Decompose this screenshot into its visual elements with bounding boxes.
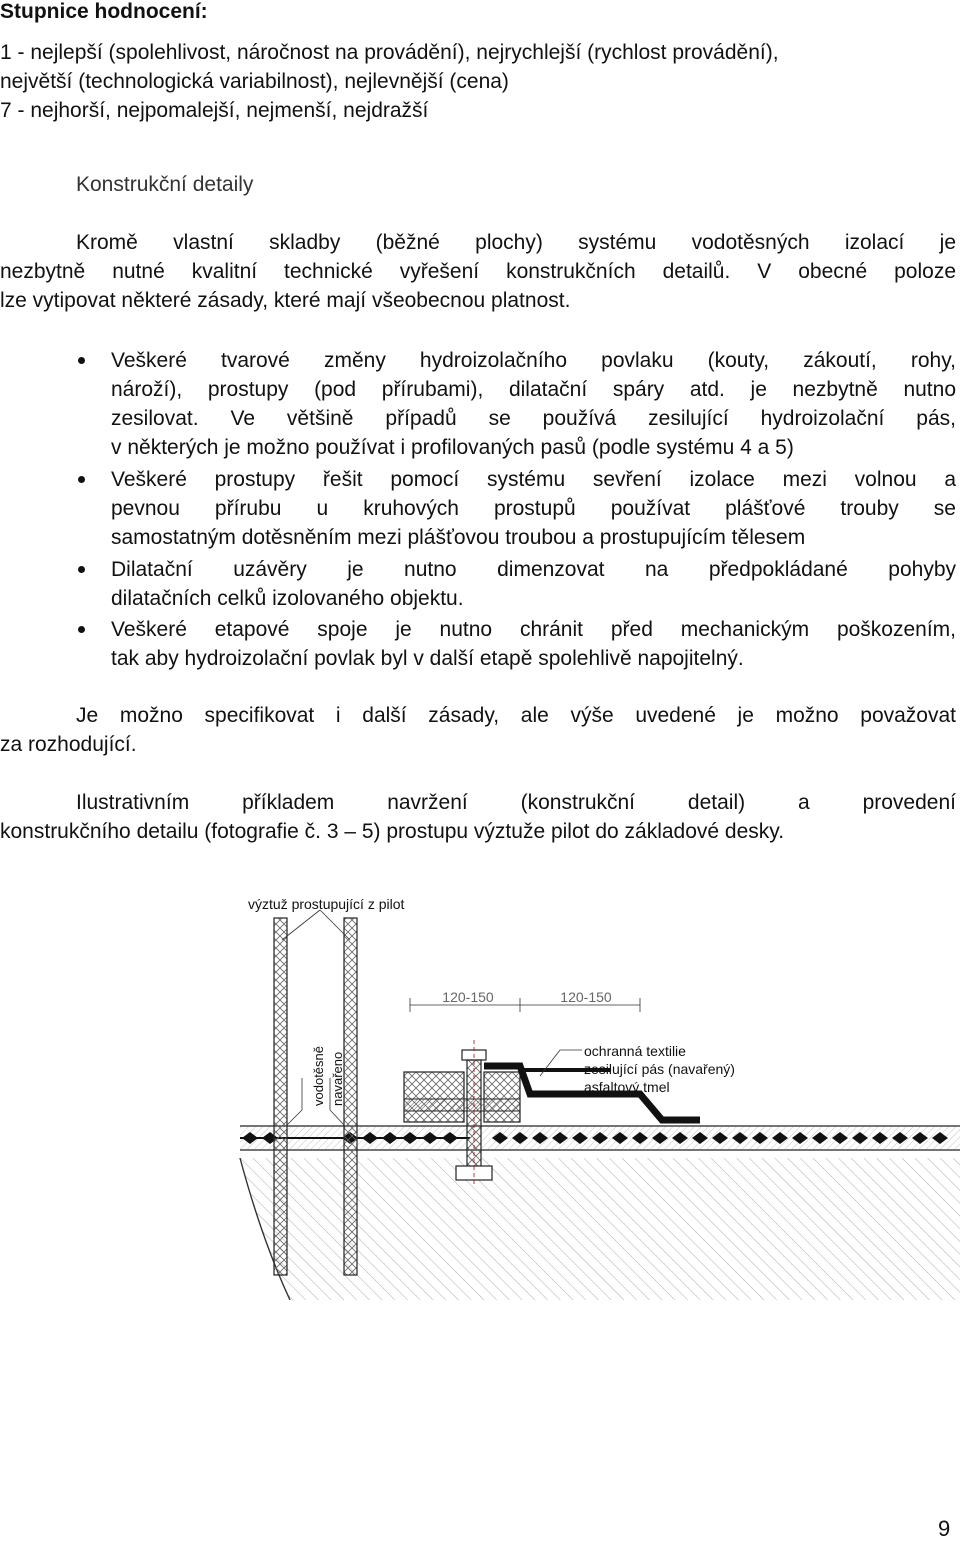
paragraph-3-line-1: Ilustrativním příkladem navržení (konstrukční detail) a provedení bbox=[76, 791, 956, 814]
bullet-3-line-1: Dilatační uzávěry je nutno dimenzovat na předpokládané pohyby bbox=[111, 558, 956, 581]
label-welded-1: vodotěsně bbox=[311, 1046, 326, 1106]
rebar-right bbox=[344, 918, 357, 1275]
bullet-dot bbox=[78, 566, 85, 573]
bullet-4-line-1: Veškeré etapové spoje je nutno chránit před mechanickým poškozením, bbox=[111, 618, 956, 641]
bullet-2-line-2: pevnou přírubu u kruhových prostupů používat plášťové trouby se bbox=[111, 497, 956, 520]
bullet-1-line-3: zesilovat. Ve většině případů se používá zesilující hydroizolační pás, bbox=[111, 407, 956, 430]
details-heading: Konstrukční detaily bbox=[76, 173, 254, 196]
legend-reinforcing-strip: zesilující pás (navařený) bbox=[584, 1061, 735, 1077]
rating-scale-line-1b: největší (technologická variabilnost), nejlevnější (cena) bbox=[0, 70, 509, 93]
bullet-dot bbox=[78, 626, 85, 633]
rating-scale-line-1a: 1 - nejlepší (spolehlivost, náročnost na provádění), nejrychlejší (rychlost provádění), bbox=[0, 41, 779, 64]
paragraph-3-line-2: konstrukčního detailu (fotografie č. 3 – 5) prostupu výztuže pilot do základové desky. bbox=[0, 820, 785, 843]
dimension-lines bbox=[410, 989, 640, 1012]
paragraph-2-line-2: za rozhodující. bbox=[0, 733, 137, 756]
rating-scale-heading: Stupnice hodnocení: bbox=[0, 0, 208, 23]
paragraph-1-line-3: lze vytipovat některé zásady, které mají všeobecnou platnost. bbox=[0, 289, 571, 312]
paragraph-1-line-2: nezbytně nutné kvalitní technické vyřešení konstrukčních detailů. V obecné poloze bbox=[0, 260, 956, 283]
legend-asphalt-mastic: asfaltový tmel bbox=[584, 1079, 670, 1095]
paragraph-2-line-1: Je možno specifikovat i další zásady, ale výše uvedené je možno považovat bbox=[76, 704, 956, 727]
dimension-label-1: 120-150 bbox=[442, 989, 494, 1005]
bullet-1-line-1: Veškeré tvarové změny hydroizolačního povlaku (kouty, zákoutí, rohy, bbox=[111, 349, 956, 372]
label-welded-2: navařeno bbox=[330, 1051, 345, 1106]
bullet-3-line-2: dilatačních celků izolovaného objektu. bbox=[111, 587, 464, 610]
bullet-1-line-2: nároží), prostupy (pod přírubami), dilatační spáry atd. je nezbytně nutno bbox=[111, 378, 956, 401]
bullet-1-line-4: v některých je možno používat i profilovaných pasů (podle systému 4 a 5) bbox=[111, 436, 794, 459]
bullet-2-line-3: samostatným dotěsněním mezi plášťovou troubou a prostupujícím tělesem bbox=[111, 526, 806, 549]
legend-protective-textile: ochranná textilie bbox=[584, 1043, 686, 1059]
page-number: 9 bbox=[938, 1516, 951, 1541]
label-rebar: výztuž prostupující z pilot bbox=[248, 896, 405, 912]
bullet-4-line-2: tak aby hydroizolační povlak byl v další etapě spolehlivě napojitelný. bbox=[111, 647, 744, 670]
paragraph-1-line-1: Kromě vlastní skladby (běžné plochy) systému vodotěsných izolací je bbox=[76, 231, 956, 254]
dimension-label-2: 120-150 bbox=[560, 989, 612, 1005]
construction-detail-drawing bbox=[0, 880, 960, 1300]
bullet-dot bbox=[78, 357, 85, 364]
rating-scale-line-2: 7 - nejhorší, nejpomalejší, nejmenší, nejdražší bbox=[0, 99, 429, 122]
bullet-dot bbox=[78, 476, 85, 483]
bullet-2-line-1: Veškeré prostupy řešit pomocí systému sevření izolace mezi volnou a bbox=[111, 468, 956, 491]
rebar-left bbox=[274, 918, 287, 1275]
